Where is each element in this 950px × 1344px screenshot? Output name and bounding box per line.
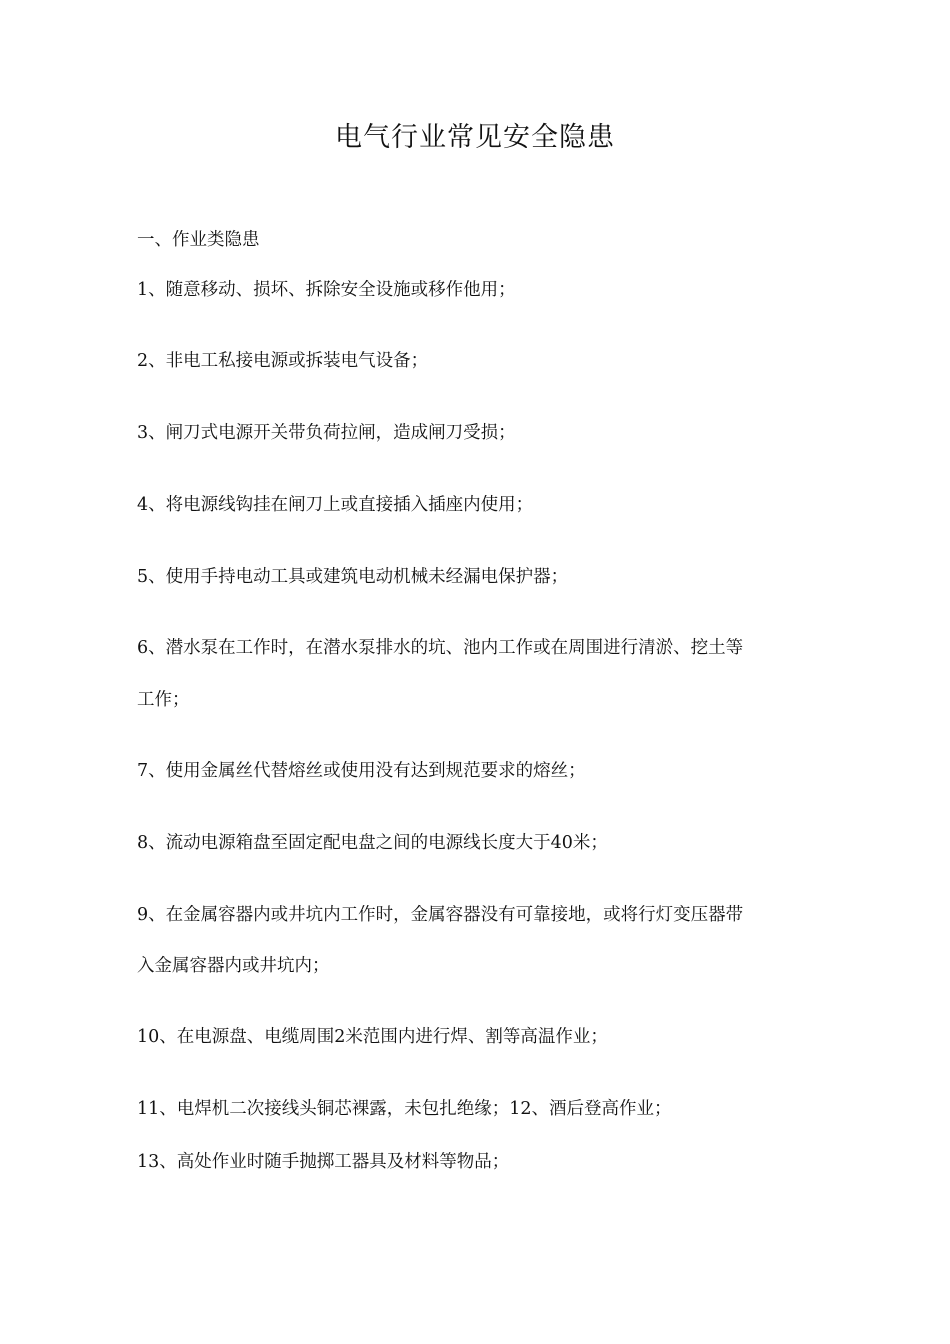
list-item: 13、高处作业时随手抛掷工器具及材料等物品； — [137, 1152, 510, 1172]
list-item-continuation: 入金属容器内或井坑内； — [137, 956, 330, 976]
list-item: 2、非电工私接电源或拆装电气设备； — [137, 351, 429, 371]
list-item: 4、将电源线钩挂在闸刀上或直接插入插座内使用； — [137, 495, 534, 515]
document-title: 电气行业常见安全隐患 — [335, 122, 615, 153]
list-item: 7、使用金属丝代替熔丝或使用没有达到规范要求的熔丝； — [137, 761, 586, 781]
list-item-continuation: 工作； — [137, 690, 190, 710]
list-item: 5、使用手持电动工具或建筑电动机械未经漏电保护器； — [137, 567, 569, 587]
list-item: 8、流动电源箱盘至固定配电盘之间的电源线长度大于40米； — [137, 833, 608, 853]
list-item: 11、电焊机二次接线头铜芯裸露，未包扎绝缘；12、酒后登高作业； — [137, 1099, 672, 1119]
list-item: 6、潜水泵在工作时，在潜水泵排水的坑、池内工作或在周围进行清淤、挖土等 — [137, 638, 744, 658]
section-heading: 一、作业类隐患 — [137, 230, 260, 250]
list-item: 3、闸刀式电源开关带负荷拉闸，造成闸刀受损； — [137, 423, 516, 443]
list-item: 9、在金属容器内或井坑内工作时，金属容器没有可靠接地，或将行灯变压器带 — [137, 905, 744, 925]
list-item: 1、随意移动、损坏、拆除安全设施或移作他用； — [137, 280, 516, 300]
list-item: 10、在电源盘、电缆周围2米范围内进行焊、割等高温作业； — [137, 1027, 608, 1047]
